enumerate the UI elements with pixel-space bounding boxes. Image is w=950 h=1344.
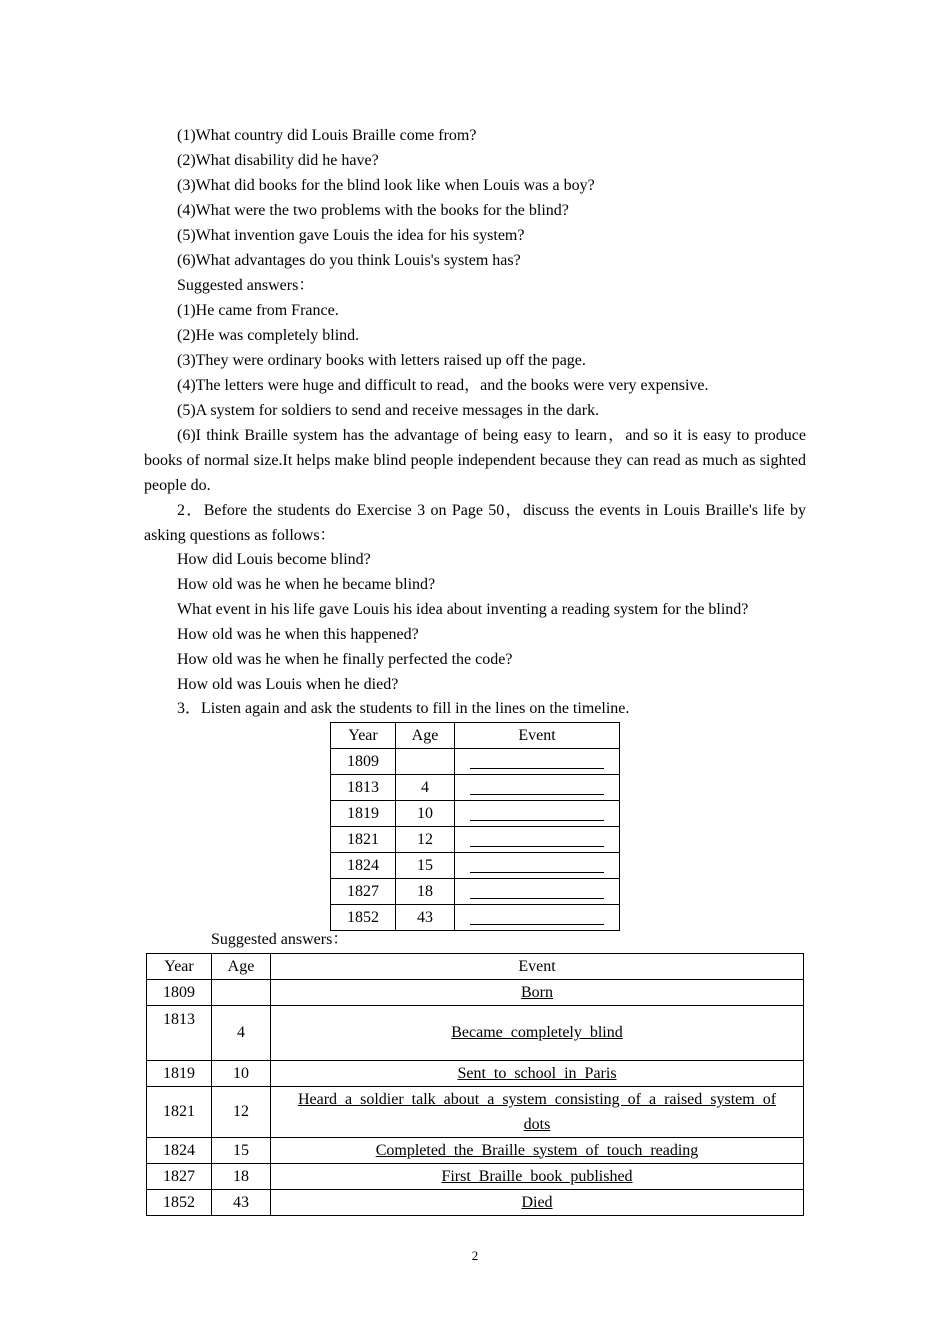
age-cell: 43 [212,1190,271,1216]
header-event: Event [455,723,620,749]
year-cell: 1809 [331,749,396,775]
table-row [331,827,620,853]
table-row [147,980,804,1006]
event-cell: First Braille book published [271,1164,804,1190]
fill-in-line[interactable] [470,754,604,769]
event-blank-cell [455,801,620,827]
event-blank-cell [455,775,620,801]
question-4: (4)What were the two problems with the books for the blind? [177,202,569,219]
table-row [331,749,620,775]
event-cell: Heard a soldier talk about a system consisting of a raised system of dots [271,1087,804,1138]
discussion-question-6: How old was Louis when he died? [177,676,399,693]
step-2-instruction: 2．Before the students do Exercise 3 on Page 50，discuss the events in Louis Braille's life by asking questions as follows： [144,502,806,544]
event-blank-cell [455,827,620,853]
timeline-table [330,722,620,931]
discussion-question-2: How old was he when he became blind? [177,576,436,593]
year-cell: 1824 [331,853,396,879]
table-row [331,905,620,931]
answer-5: (5)A system for soldiers to send and receive messages in the dark. [177,402,600,419]
header-year: Year [331,723,396,749]
age-cell: 18 [396,879,455,905]
age-cell [212,980,271,1006]
table-row [331,879,620,905]
discussion-question-1: How did Louis become blind? [177,551,371,568]
age-cell: 10 [212,1061,271,1087]
year-cell: 1819 [331,801,396,827]
header-age: Age [212,954,271,980]
event-cell: Became completely blind [271,1006,804,1061]
answer-1: (1)He came from France. [177,302,339,319]
step-3-instruction: 3．Listen again and ask the students to fill in the lines on the timeline. [177,700,630,717]
age-cell: 12 [212,1087,271,1138]
question-2: (2)What disability did he have? [177,152,379,169]
table-header-row [147,954,804,980]
event-cell: Died [271,1190,804,1216]
question-1: (1)What country did Louis Braille come from? [177,127,477,144]
year-cell: 1821 [331,827,396,853]
header-year: Year [147,954,212,980]
fill-in-line[interactable] [470,884,604,899]
event-blank-cell [455,853,620,879]
event-cell: Born [271,980,804,1006]
question-5: (5)What invention gave Louis the idea for his system? [177,227,525,244]
age-cell [396,749,455,775]
age-cell: 43 [396,905,455,931]
age-cell: 15 [396,853,455,879]
fill-in-line[interactable] [470,910,604,925]
age-cell: 10 [396,801,455,827]
question-6: (6)What advantages do you think Louis's system has? [177,252,521,269]
answer-2: (2)He was completely blind. [177,327,360,344]
header-age: Age [396,723,455,749]
year-cell: 1809 [147,980,212,1006]
event-blank-cell [455,749,620,775]
event-blank-cell [455,879,620,905]
table-row [331,775,620,801]
age-cell: 15 [212,1138,271,1164]
age-cell: 18 [212,1164,271,1190]
event-cell: Completed the Braille system of touch reading [271,1138,804,1164]
year-cell: 1827 [331,879,396,905]
discussion-question-3: What event in his life gave Louis his idea about inventing a reading system for the blind? [177,601,749,618]
table-row [147,1138,804,1164]
year-cell: 1852 [147,1190,212,1216]
table-row [331,801,620,827]
age-cell: 4 [396,775,455,801]
table-row [147,1164,804,1190]
year-cell: 1821 [147,1087,212,1138]
table-row [147,1087,804,1138]
answer-6: (6)I think Braille system has the advantage of being easy to learn，and so it is easy to produce books of normal size.It helps make blind people independent because they can read as much as sighted people do. [144,427,806,494]
event-cell: Sent to school in Paris [271,1061,804,1087]
year-cell: 1827 [147,1164,212,1190]
answer-3: (3)They were ordinary books with letters raised up off the page. [177,352,586,369]
year-cell: 1824 [147,1138,212,1164]
year-cell: 1813 [331,775,396,801]
table-row [331,853,620,879]
table-row [147,1006,804,1061]
year-cell: 1813 [147,1006,212,1061]
fill-in-line[interactable] [470,832,604,847]
fill-in-line[interactable] [470,780,604,795]
table-row [147,1061,804,1087]
suggested-answers-label: Suggested answers： [177,277,315,294]
age-cell: 4 [212,1006,271,1061]
discussion-question-5: How old was he when he finally perfected the code? [177,651,513,668]
age-cell: 12 [396,827,455,853]
answer-4: (4)The letters were huge and difficult to read，and the books were very expensive. [177,377,709,394]
year-cell: 1819 [147,1061,212,1087]
event-blank-cell [455,905,620,931]
suggested-answers-label-2: Suggested answers： [211,931,349,948]
table-header-row [331,723,620,749]
answer-timeline-table [146,953,804,1216]
fill-in-line[interactable] [470,806,604,821]
question-3: (3)What did books for the blind look like when Louis was a boy? [177,177,595,194]
fill-in-line[interactable] [470,858,604,873]
discussion-question-4: How old was he when this happened? [177,626,419,643]
table-row [147,1190,804,1216]
page-number: 2 [471,1248,479,1263]
year-cell: 1852 [331,905,396,931]
header-event: Event [271,954,804,980]
